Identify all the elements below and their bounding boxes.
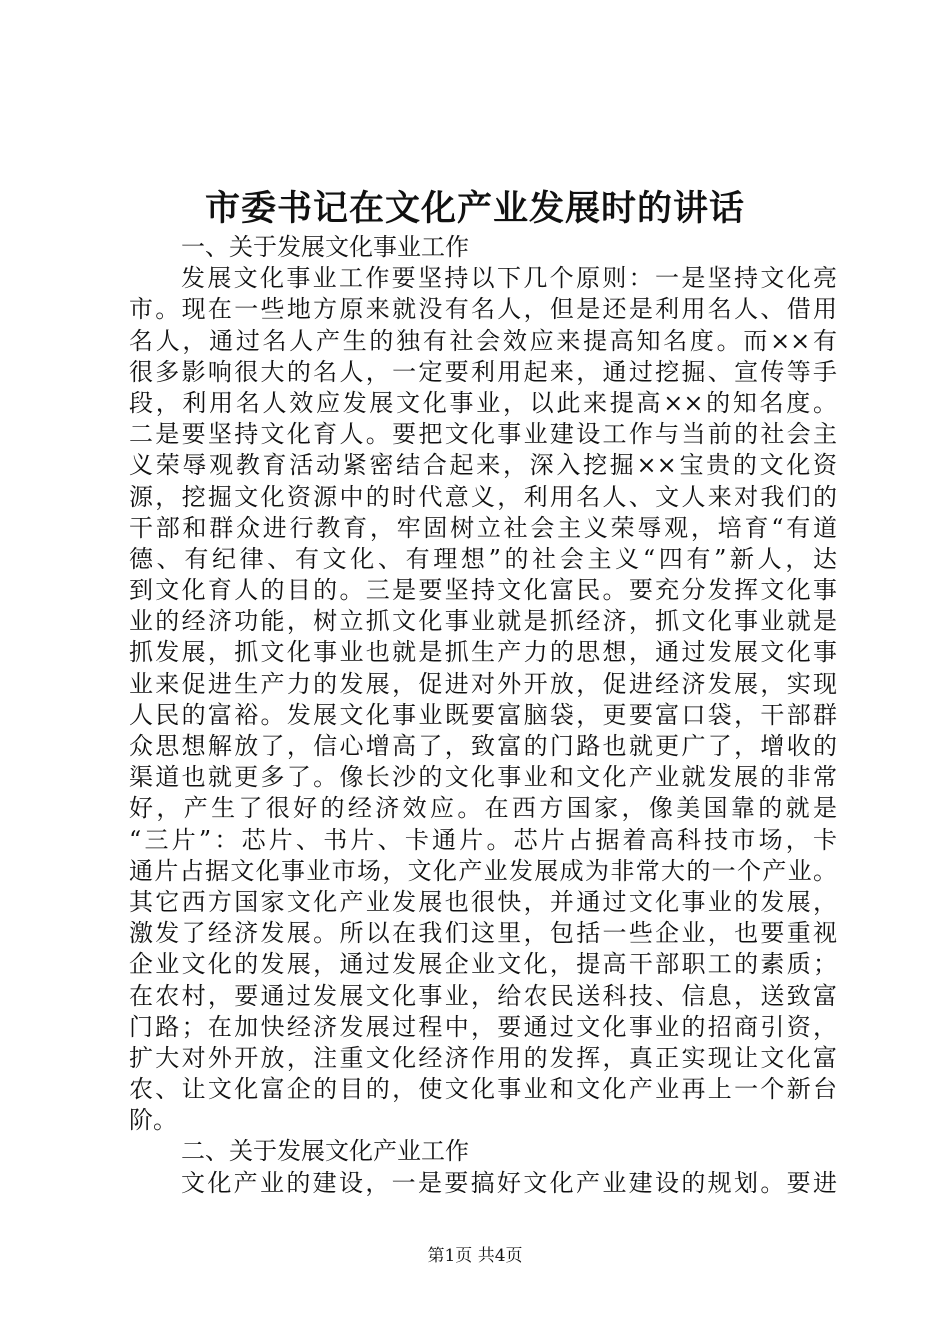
paragraph-line: 农、让文化富企的目的，使文化事业和文化产业再上一个新台 xyxy=(129,1075,837,1104)
paragraph-line: 激发了经济发展。所以在我们这里，包括一些企业，也要重视 xyxy=(129,919,837,948)
paragraph-line: 渠道也就更多了。像长沙的文化事业和文化产业就发展的非常 xyxy=(129,763,837,792)
paragraph-line: 文化产业的建设，一是要搞好文化产业建设的规划。要进 xyxy=(181,1168,837,1197)
paragraph-line: 到文化育人的目的。三是要坚持文化富民。要充分发挥文化事 xyxy=(129,576,837,605)
paragraph-line: 市。现在一些地方原来就没有名人，但是还是利用名人、借用 xyxy=(129,295,837,324)
paragraph-line: 在农村，要通过发展文化事业，给农民送科技、信息，送致富 xyxy=(129,981,837,1010)
paragraph-line: “三片”：芯片、书片、卡通片。芯片占据着高科技市场，卡 xyxy=(129,825,837,854)
document-title: 市委书记在文化产业发展时的讲话 xyxy=(204,188,745,229)
paragraph-line: 名人，通过名人产生的独有社会效应来提高知名度。而××有 xyxy=(129,326,837,355)
paragraph-line: 发展文化事业工作要坚持以下几个原则：一是坚持文化亮 xyxy=(181,264,837,293)
paragraph-line: 源，挖掘文化资源中的时代意义，利用名人、文人来对我们的 xyxy=(129,482,837,511)
paragraph-line: 扩大对外开放，注重文化经济作用的发挥，真正实现让文化富 xyxy=(129,1043,837,1072)
paragraph-line: 抓发展，抓文化事业也就是抓生产力的思想，通过发展文化事 xyxy=(129,638,837,667)
paragraph-line: 德、有纪律、有文化、有理想”的社会主义“四有”新人，达 xyxy=(129,544,837,573)
paragraph-line: 通片占据文化事业市场，文化产业发展成为非常大的一个产业。 xyxy=(129,856,837,885)
paragraph-line: 段，利用名人效应发展文化事业，以此来提高××的知名度。 xyxy=(129,388,837,417)
paragraph-line: 很多影响很大的名人，一定要利用起来，通过挖掘、宣传等手 xyxy=(129,357,837,386)
document-body xyxy=(129,232,837,1199)
paragraph-line: 阶。 xyxy=(129,1106,177,1135)
page-number-footer: 第1页 共4页 xyxy=(427,1246,523,1266)
paragraph-line: 二是要坚持文化育人。要把文化事业建设工作与当前的社会主 xyxy=(129,420,837,449)
paragraph-line: 企业文化的发展，通过发展企业文化，提高干部职工的素质； xyxy=(129,950,837,979)
paragraph-line: 人民的富裕。发展文化事业既要富脑袋，更要富口袋，干部群 xyxy=(129,700,837,729)
paragraph-line: 业来促进生产力的发展，促进对外开放，促进经济发展，实现 xyxy=(129,669,837,698)
section-heading: 二、关于发展文化产业工作 xyxy=(181,1137,469,1166)
paragraph-line: 其它西方国家文化产业发展也很快，并通过文化事业的发展， xyxy=(129,887,837,916)
paragraph-line: 业的经济功能，树立抓文化事业就是抓经济，抓文化事业就是 xyxy=(129,607,837,636)
paragraph-line: 众思想解放了，信心增高了，致富的门路也就更广了，增收的 xyxy=(129,732,837,760)
paragraph-line: 好，产生了很好的经济效应。在西方国家，像美国靠的就是 xyxy=(129,794,837,823)
section-heading: 一、关于发展文化事业工作 xyxy=(181,233,469,261)
paragraph-line: 干部和群众进行教育，牢固树立社会主义荣辱观，培育“有道 xyxy=(129,513,837,542)
paragraph-line: 门路；在加快经济发展过程中，要通过文化事业的招商引资， xyxy=(129,1012,837,1041)
paragraph-line: 义荣辱观教育活动紧密结合起来，深入挖掘××宝贵的文化资 xyxy=(129,451,837,480)
